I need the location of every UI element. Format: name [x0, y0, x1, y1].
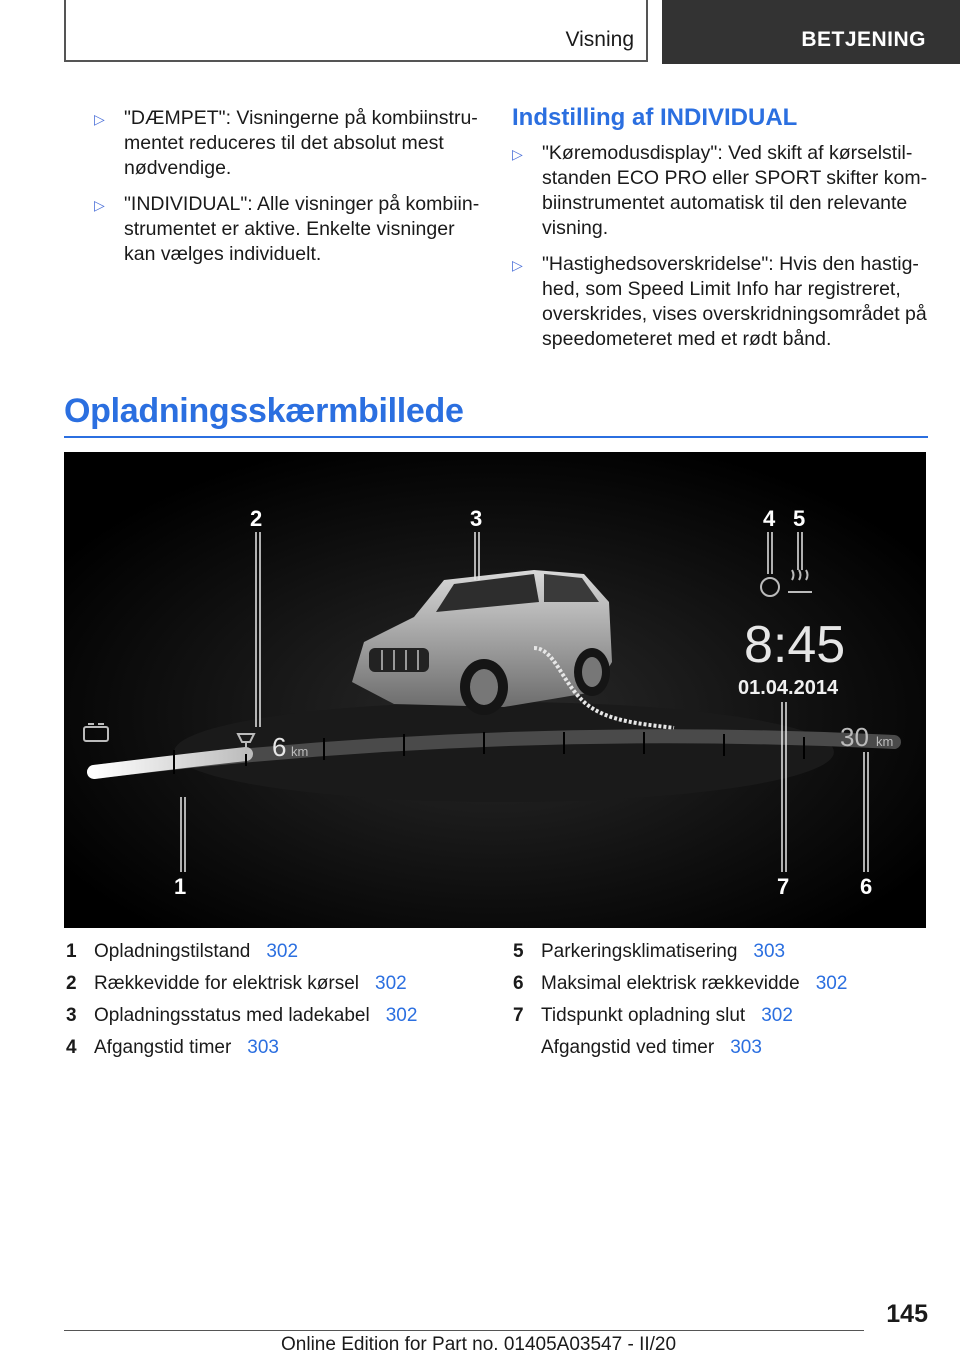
legend-number: 1	[66, 941, 77, 962]
bullet-line: kan vælges individuelt.	[124, 243, 322, 265]
legend-row	[66, 1000, 417, 1032]
bullet-line: strumentet er aktive. Enkelte visninger	[124, 218, 455, 240]
range-current-value: 6	[272, 732, 287, 762]
page-reference-link[interactable]: 302	[385, 1005, 418, 1026]
bullet-triangle-icon: ▷	[512, 146, 523, 162]
bullet-line: "INDIVIDUAL": Alle visninger på kombiin-	[124, 193, 480, 215]
callout-2: 2	[250, 506, 263, 531]
legend-text: Opladningstilstand	[94, 941, 251, 962]
bullet-triangle-icon: ▷	[512, 257, 523, 273]
bullet-triangle-icon: ▷	[94, 197, 105, 213]
bullet-line: biinstrumentet automatisk til den relevante	[542, 192, 908, 214]
page-reference-link[interactable]: 302	[375, 973, 407, 994]
legend-row	[66, 1032, 417, 1064]
header-chapter-label: BETJENING	[801, 28, 926, 51]
header-frame	[64, 0, 648, 62]
legend-right	[513, 936, 847, 1064]
bullet-line: "Køremodusdisplay": Ved skift af kørselstil-	[542, 142, 913, 164]
callout-3: 3	[470, 506, 483, 531]
callout-6: 6	[860, 874, 873, 899]
legend-number: 2	[66, 973, 77, 994]
bullet-line: speedometeret med et rødt bånd.	[542, 328, 832, 350]
cluster-illustration	[64, 452, 926, 928]
header-chapter-tab	[662, 0, 960, 64]
callout-7: 7	[777, 874, 790, 899]
subheading: Indstilling af INDIVIDUAL	[512, 104, 798, 131]
bullet-item	[512, 141, 932, 241]
bullet-line: overskrides, vises overskridningsområdet på	[542, 303, 927, 325]
page-reference-link[interactable]: 302	[761, 1005, 793, 1026]
bullet-line: mentet reduceres til det absolut mest	[124, 132, 444, 154]
legend-number: 3	[66, 1005, 77, 1026]
legend-text: Afgangstid ved timer	[541, 1037, 715, 1058]
legend-text: Parkeringsklimatisering	[541, 941, 738, 962]
legend-text: Afgangstid timer	[94, 1037, 232, 1058]
page-reference-link[interactable]: 303	[247, 1037, 279, 1058]
footer-divider	[64, 1330, 864, 1331]
section-divider	[64, 436, 928, 438]
bullet-item	[94, 192, 494, 267]
callout-1: 1	[174, 874, 187, 899]
clock-time: 8:45	[744, 616, 846, 674]
page-number: 145	[886, 1300, 928, 1328]
legend-number: 5	[513, 941, 524, 962]
bullet-line: "Hastighedsoverskridelse": Hvis den hastig-	[542, 253, 919, 275]
legend-row	[513, 1000, 847, 1032]
callout-4: 4	[763, 506, 776, 531]
page-reference-link[interactable]: 303	[730, 1037, 762, 1058]
bullet-item	[512, 252, 932, 352]
range-current-unit: km	[291, 744, 309, 759]
legend-text: Opladningsstatus med ladekabel	[94, 1005, 370, 1026]
bullet-item	[94, 106, 494, 181]
page-reference-link[interactable]: 303	[753, 941, 786, 962]
bullet-line: visning.	[542, 217, 609, 239]
legend-row	[513, 968, 847, 1000]
page-reference-link[interactable]: 302	[266, 941, 299, 962]
legend-number: 4	[66, 1037, 77, 1058]
bullet-triangle-icon: ▷	[94, 111, 105, 127]
right-column	[512, 104, 932, 363]
legend-text: Tidspunkt opladning slut	[541, 1005, 746, 1026]
footer-edition-text: Online Edition for Part no. 01405A03547 - II/20	[281, 1334, 677, 1355]
bullet-line: standen ECO PRO eller SPORT skifter kom-	[542, 167, 928, 189]
header-section-title: Visning	[565, 28, 634, 51]
bullet-line: "DÆMPET": Visningerne på kombiinstru-	[124, 107, 478, 129]
legend-left	[66, 936, 417, 1064]
legend-text: Rækkevidde for elektrisk kørsel	[94, 973, 360, 994]
section-title: Opladningsskærmbillede	[64, 392, 464, 430]
range-max-value: 30	[840, 722, 869, 752]
bullet-line: nødvendige.	[124, 157, 232, 179]
legend-row	[66, 968, 417, 1000]
legend-number: 6	[513, 973, 524, 994]
callout-5: 5	[793, 506, 806, 531]
instrument-cluster-figure	[64, 452, 926, 928]
legend-number: 7	[513, 1005, 524, 1026]
legend-row	[513, 1032, 847, 1064]
legend-row	[513, 936, 847, 968]
page-reference-link[interactable]: 302	[815, 973, 848, 994]
legend-text: Maksimal elektrisk rækkevidde	[541, 973, 800, 994]
left-column	[94, 106, 494, 278]
legend-row	[66, 936, 417, 968]
bullet-line: hed, som Speed Limit Info har registreret,	[542, 278, 901, 300]
range-max-unit: km	[876, 734, 894, 749]
charge-date: 01.04.2014	[738, 677, 839, 699]
